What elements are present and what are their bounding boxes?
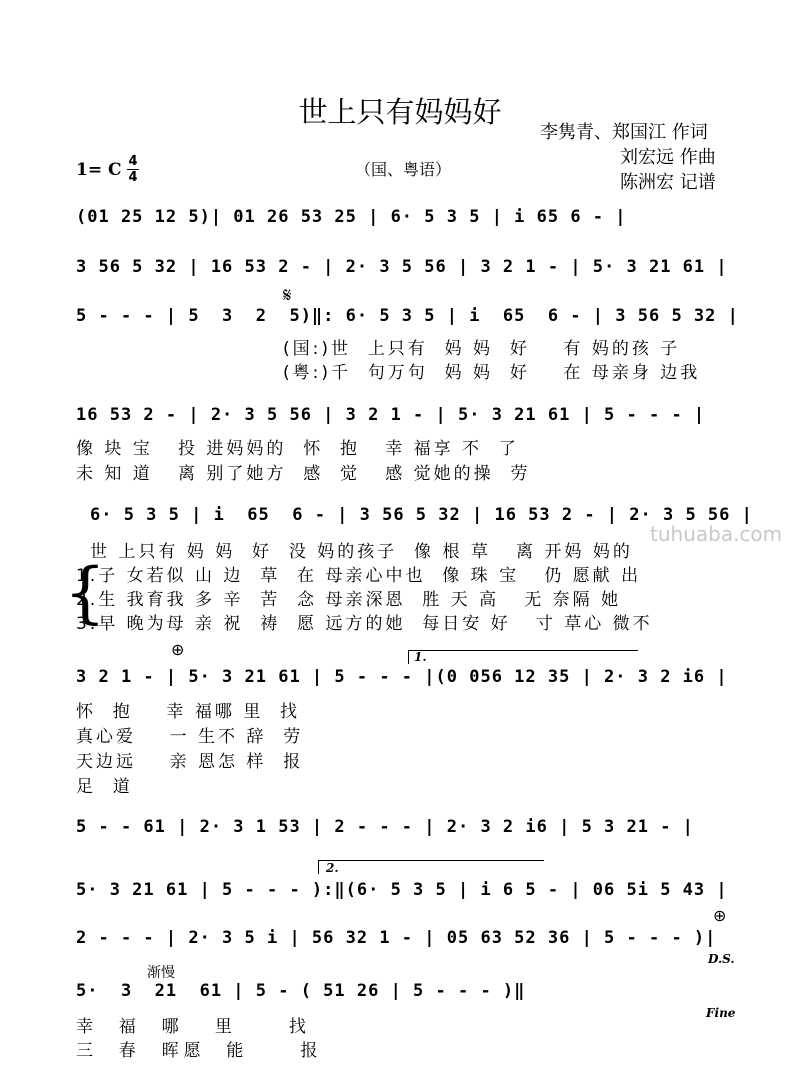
time-numerator: 4: [128, 154, 138, 169]
volta-1-edge: [408, 650, 409, 664]
lyric-row-6-line-3: 天边远 亲 恩怎 样 报: [76, 752, 304, 772]
coda-sign-top: ⊕: [171, 640, 185, 659]
staff-row-5: 6· 5 3 5 | i 65 6 - | 3 56 5 32 | 16 53 2 - | 2· 3 5 56 |: [90, 505, 753, 525]
lyric-row-5-line-3: 2.生 我育我 多 辛 苦 念 母亲深恩 胜 天 高 无 奈隔 她: [76, 590, 622, 610]
volta-2-edge: [318, 860, 319, 874]
staff-row-2: 3 56 5 32 | 16 53 2 - | 2· 3 5 56 | 3 2 1 - | 5· 3 21 61 |: [76, 257, 728, 277]
transcriber-credit: 陈洲宏 记谱: [620, 172, 716, 193]
time-denominator: 4: [128, 170, 138, 185]
fine-mark: Fine: [706, 1006, 736, 1020]
lyricist-credit: 李隽青、郑国江 作词: [540, 122, 708, 143]
composer-credit: 刘宏远 作曲: [620, 147, 716, 168]
staff-row-8: 5· 3 21 61 | 5 - - - ):‖(6· 5 3 5 | i 6 5 - | 06 5i 5 43 |: [76, 880, 728, 900]
lyric-row-6-line-4: 足 道: [76, 777, 133, 797]
watermark: tuhuaba.com: [650, 522, 783, 546]
volta-2-label: 2.: [326, 861, 339, 875]
lyric-row-3-line-2: (粤:)千 句万句 妈 妈 好 在 母亲身 边我: [283, 363, 701, 383]
lyric-row-5-line-4: 3.早 晚为母 亲 祝 祷 愿 远方的她 每日安 好 寸 草心 微不: [76, 614, 653, 634]
lyric-row-4-line-2: 未 知 道 离 别了她方 感 觉 感 觉她的操 劳: [76, 464, 531, 484]
staff-row-9: 2 - - - | 2· 3 5 i | 56 32 1 - | 05 63 52 36 | 5 - - - )|: [76, 928, 717, 948]
lyric-row-6-line-1: 怀 抱 幸 福哪 里 找: [76, 702, 301, 722]
language-subtitle: （国、粤语）: [355, 160, 452, 179]
volta-2-bracket: [318, 860, 544, 861]
key-signature: 1= C: [76, 160, 122, 180]
tempo-marking: 渐慢: [147, 965, 175, 981]
coda-sign-bottom: ⊕: [713, 906, 727, 925]
staff-row-4: 16 53 2 - | 2· 3 5 56 | 3 2 1 - | 5· 3 21 61 | 5 - - - |: [76, 405, 706, 425]
lyric-row-5-line-2: 1.子 女若似 山 边 草 在 母亲心中也 像 珠 宝 仍 愿献 出: [76, 566, 642, 586]
lyric-row-5-line-1: 世 上只有 妈 妈 好 没 妈的孩子 像 根 草 离 开妈 妈的: [90, 542, 633, 562]
volta-1-bracket: [408, 650, 638, 651]
lyric-row-4-line-1: 像 块 宝 投 进妈妈的 怀 抱 幸 福享 不 了: [76, 439, 519, 459]
segno-sign: 𝄋: [283, 283, 292, 307]
volta-1-label: 1.: [414, 650, 427, 664]
lyric-row-6-line-2: 真心爱 一 生不 辞 劳: [76, 727, 304, 747]
lyric-row-10-line-2: 三 春 晖愿 能 报: [76, 1041, 323, 1061]
lyric-row-10-line-1: 幸 福 哪 里 找: [76, 1017, 311, 1037]
staff-row-3: 5 - - - | 5 3 2 5)‖: 6· 5 3 5 | i 65 6 - | 3 56 5 32 |: [76, 306, 739, 326]
staff-row-1: (01 25 12 5)| 01 26 53 25 | 6· 5 3 5 | i 65 6 - |: [76, 207, 627, 227]
verse-brace: {: [64, 554, 106, 631]
song-title: 世上只有妈妈好: [298, 95, 502, 129]
time-signature: [127, 155, 139, 184]
staff-row-6: 3 2 1 - | 5· 3 21 61 | 5 - - - |(0 056 12 35 | 2· 3 2 i6 |: [76, 667, 728, 687]
ds-mark: D.S.: [708, 952, 735, 966]
staff-row-7: 5 - - 61 | 2· 3 1 53 | 2 - - - | 2· 3 2 i6 | 5 3 21 - |: [76, 817, 694, 837]
staff-row-10: 5· 3 21 61 | 5 - ( 51 26 | 5 - - - )‖: [76, 981, 526, 1001]
lyric-row-3-line-1: (国:)世 上只有 妈 妈 好 有 妈的孩 子: [283, 339, 681, 359]
